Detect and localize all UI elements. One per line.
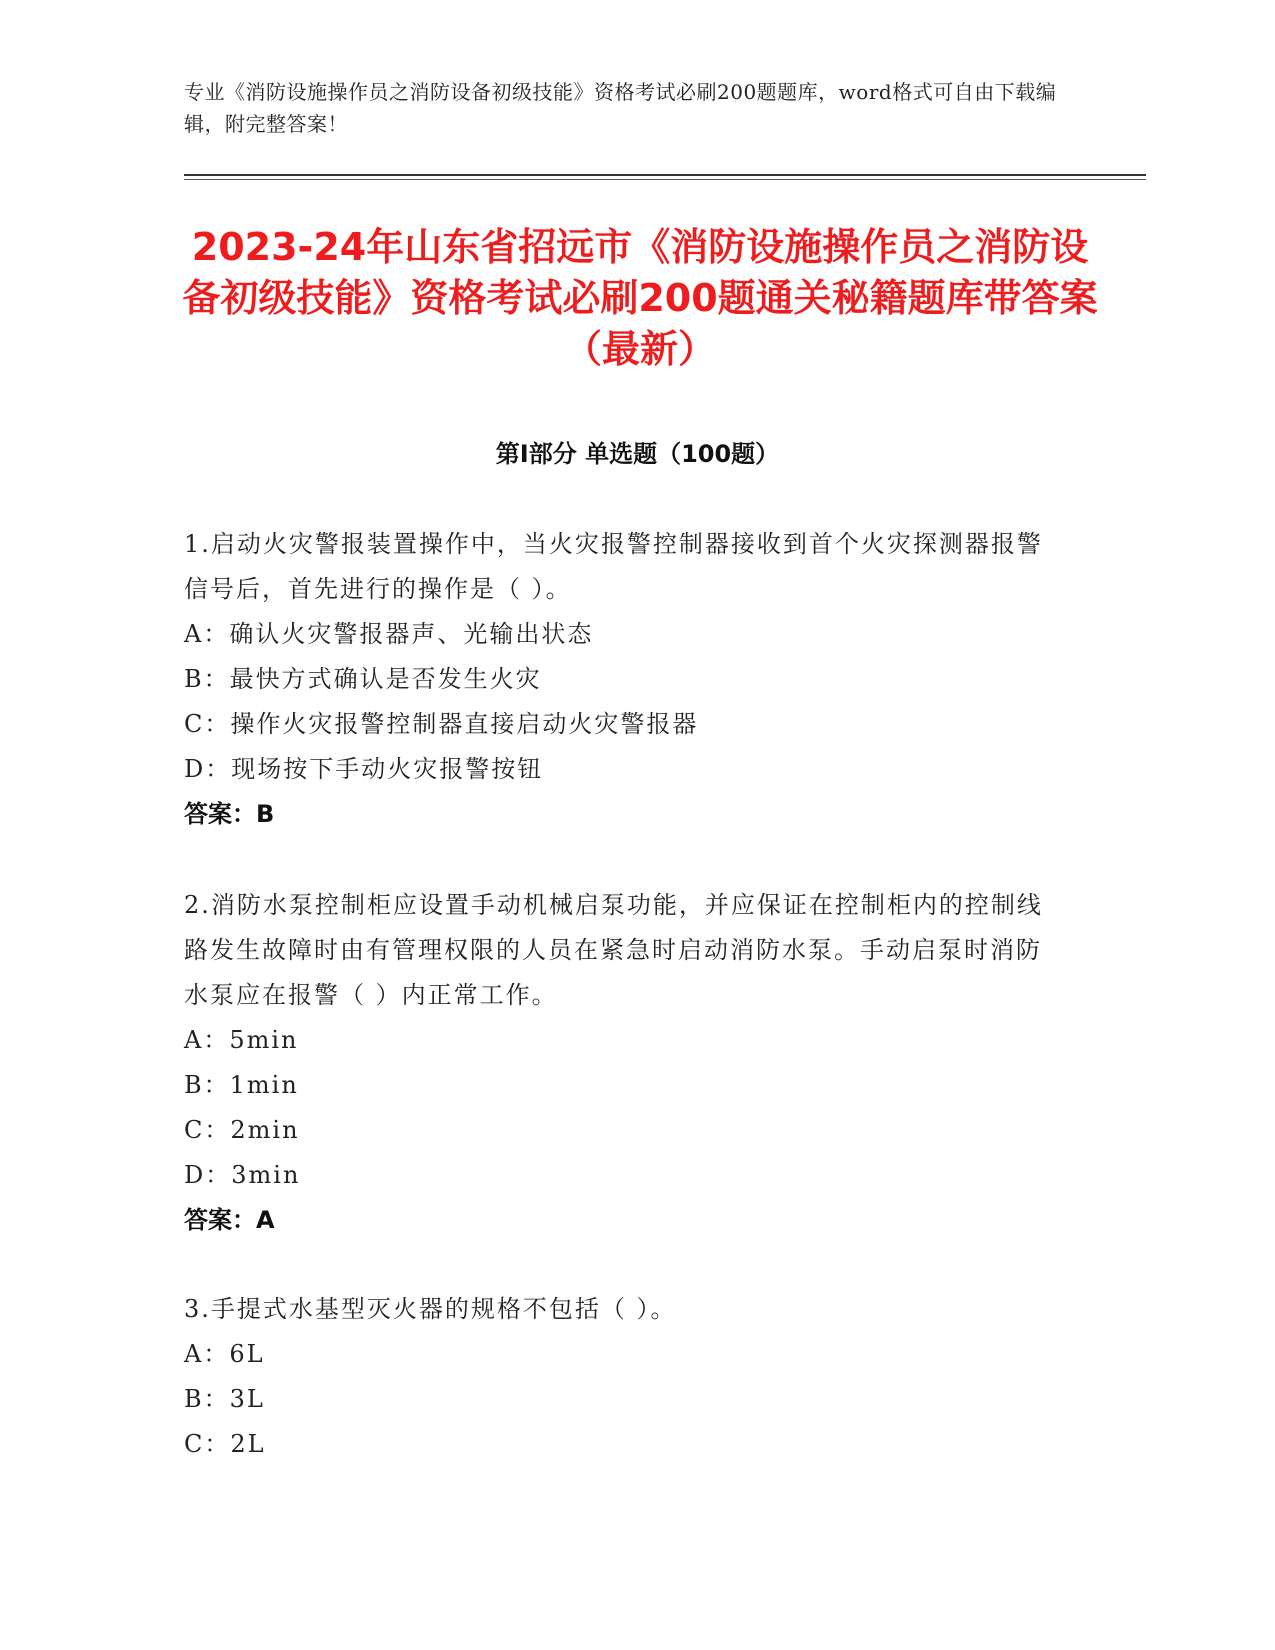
option-a: A：6L: [184, 1340, 265, 1368]
option-a: A：5min: [184, 1026, 299, 1054]
header-divider: [184, 174, 1146, 181]
option-d: D：现场按下手动火灾报警按钮: [184, 755, 544, 783]
option-c: C：2min: [184, 1116, 300, 1144]
question-1: [184, 522, 1064, 837]
question-2: [184, 883, 1064, 1243]
document-title: 2023-24年山东省招远市《消防设施操作员之消防设备初级技能》资格考试必刷200题通关秘籍题库带答案（最新）: [182, 225, 1098, 371]
question-3: [184, 1287, 1064, 1467]
answer: 答案：B: [184, 800, 275, 828]
question-stem: 1.启动火灾警报装置操作中，当火灾报警控制器接收到首个火灾探测器报警信号后，首先进行的操作是（ ）。: [184, 530, 1043, 603]
question-stem: 2.消防水泵控制柜应设置手动机械启泵功能，并应保证在控制柜内的控制线路发生故障时由有管理权限的人员在紧急时启动消防水泵。手动启泵时消防水泵应在报警（ ）内正常工作。: [184, 891, 1043, 1009]
divider-line-thick: [184, 174, 1146, 176]
divider-line-thin: [184, 179, 1146, 180]
option-c: C：操作火灾报警控制器直接启动火灾警报器: [184, 710, 699, 738]
question-stem: 3.手提式水基型灭火器的规格不包括（ ）。: [184, 1295, 677, 1323]
answer: 答案：A: [184, 1206, 275, 1234]
option-d: D：3min: [184, 1161, 301, 1189]
option-b: B：1min: [184, 1071, 299, 1099]
header-note: 专业《消防设施操作员之消防设备初级技能》资格考试必刷200题题库，word格式可自由下载编辑，附完整答案！: [184, 80, 1057, 136]
option-a: A：确认火灾警报器声、光输出状态: [184, 620, 594, 648]
option-b: B：最快方式确认是否发生火灾: [184, 665, 542, 693]
section-title: 第I部分 单选题（100题）: [495, 440, 780, 468]
option-c: C：2L: [184, 1430, 266, 1458]
option-b: B：3L: [184, 1385, 265, 1413]
